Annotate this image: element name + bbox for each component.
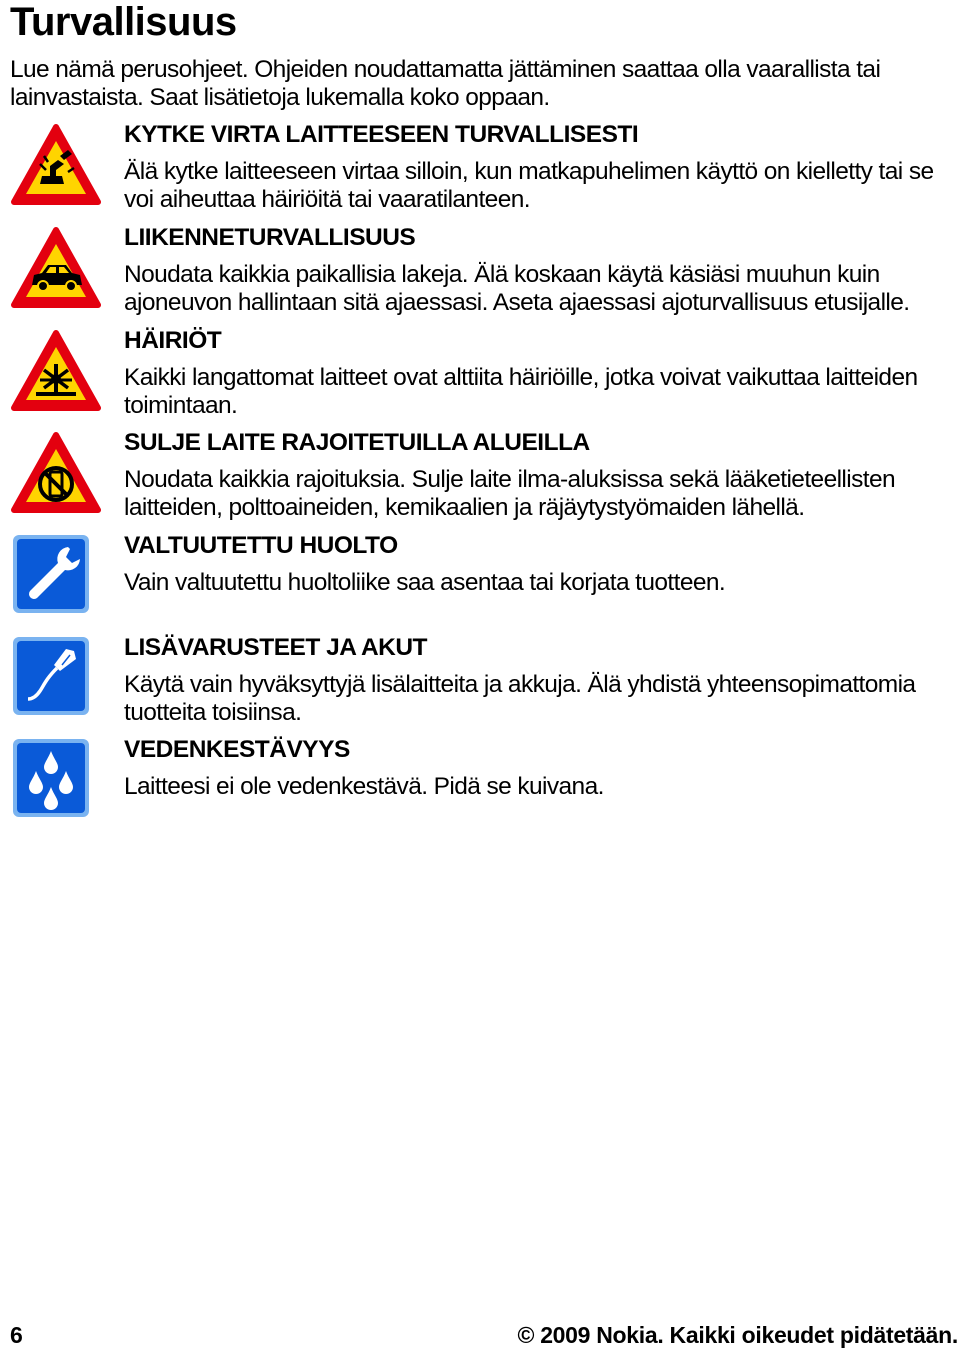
section-text: Käytä vain hyväksyttyjä lisälaitteita ja akkuja. Älä yhdistä yhteensopimattomia tuotteita toisiinsa. — [124, 671, 916, 726]
section-heading: LISÄVARUSTEET JA AKUT — [124, 634, 428, 661]
interference-icon — [10, 328, 102, 414]
intro-text: Lue nämä perusohjeet. Ohjeiden noudattamatta jättäminen saattaa olla vaarallista tai lainvastaista. Saat lisätietoja lukemalla koko oppaan. — [10, 56, 881, 111]
page-number: 6 — [10, 1322, 23, 1348]
road-safety-icon — [10, 225, 102, 311]
switch-on-safely-icon — [10, 122, 102, 208]
section-text: Vain valtuutettu huoltoliike saa asentaa tai korjata tuotteen. — [124, 569, 726, 596]
section-text: Älä kytke laitteeseen virtaa silloin, kun matkapuhelimen käyttö on kielletty tai se voi aiheuttaa häiriöitä tai vaaratilanteen. — [124, 158, 934, 213]
section-heading: KYTKE VIRTA LAITTEESEEN TURVALLISESTI — [124, 121, 639, 148]
section-heading: HÄIRIÖT — [124, 327, 222, 354]
page-title: Turvallisuus — [10, 0, 237, 44]
wrench-icon — [10, 533, 102, 619]
section-text: Noudata kaikkia paikallisia lakeja. Älä koskaan käytä käsiäsi muuhun kuin ajoneuvon hallintaan sitä ajaessasi. Aseta ajaessasi ajoturvallisuus etusijalle. — [124, 261, 910, 316]
section-heading: SULJE LAITE RAJOITETUILLA ALUEILLA — [124, 429, 590, 456]
copyright-notice: © 2009 Nokia. Kaikki oikeudet pidätetään. — [517, 1322, 958, 1348]
section-heading: VEDENKESTÄVYYS — [124, 736, 350, 763]
restricted-areas-icon — [10, 430, 102, 516]
accessories-plug-icon — [10, 635, 102, 721]
section-heading: VALTUUTETTU HUOLTO — [124, 532, 398, 559]
water-drops-icon — [10, 737, 102, 823]
section-text: Kaikki langattomat laitteet ovat alttiita häiriöille, jotka voivat vaikuttaa laitteiden toimintaan. — [124, 364, 918, 419]
section-text: Noudata kaikkia rajoituksia. Sulje laite ilma-aluksissa sekä lääketieteellisten laitteiden, polttoaineiden, kemikaalien ja räjäytystyömaiden lähellä. — [124, 466, 896, 521]
section-text: Laitteesi ei ole vedenkestävä. Pidä se kuivana. — [124, 773, 604, 800]
section-heading: LIIKENNETURVALLISUUS — [124, 224, 416, 251]
